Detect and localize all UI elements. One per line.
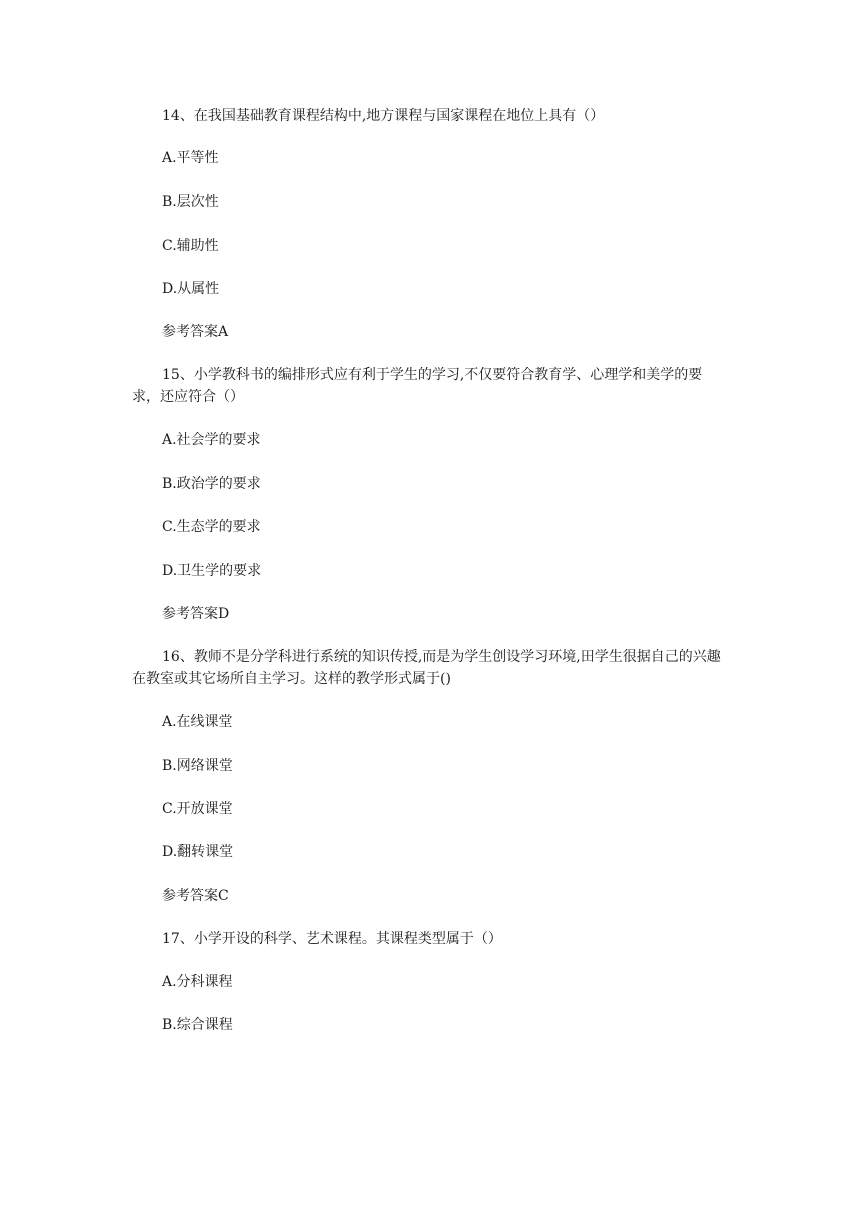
question-15-option-b: B.政治学的要求 [162, 476, 261, 492]
question-14-option-d: D.从属性 [162, 281, 220, 297]
question-16-option-a: A.在线课堂 [162, 714, 233, 730]
question-15-option-a: A.社会学的要求 [162, 432, 261, 448]
question-16-option-c: C.开放课堂 [162, 801, 233, 817]
question-16-option-d: D.翻转课堂 [162, 844, 234, 860]
question-16-answer: 参考答案C [162, 888, 229, 904]
question-14-option-b: B.层次性 [162, 194, 219, 210]
question-17-stem: 17、小学开设的科学、艺术课程。其课程类型属于（） [162, 931, 502, 947]
question-14-option-c: C.辅助性 [162, 238, 219, 254]
question-17-option-b: B.综合课程 [162, 1017, 233, 1033]
question-16-option-b: B.网络课堂 [162, 758, 233, 774]
question-15-stem: 15、小学教科书的编排形式应有利于学生的学习,不仅要符合教育学、心理学和美学的要求，还应符合（） [132, 367, 703, 405]
question-14-stem: 14、在我国基础教育课程结构中,地方课程与国家课程在地位上具有（） [162, 108, 605, 124]
question-15-option-d: D.卫生学的要求 [162, 563, 262, 579]
question-17-option-a: A.分科课程 [162, 974, 233, 990]
question-14-answer: 参考答案A [162, 324, 229, 340]
question-16-stem: 16、教师不是分学科进行系统的知识传授,而是为学生创设学习环境,田学生很据自己的兴趣在教室或其它场所自主学习。这样的教学形式属于() [132, 649, 721, 687]
question-15-option-c: C.生态学的要求 [162, 519, 261, 535]
question-15-answer: 参考答案D [162, 606, 230, 622]
question-14-option-a: A.平等性 [162, 150, 219, 166]
